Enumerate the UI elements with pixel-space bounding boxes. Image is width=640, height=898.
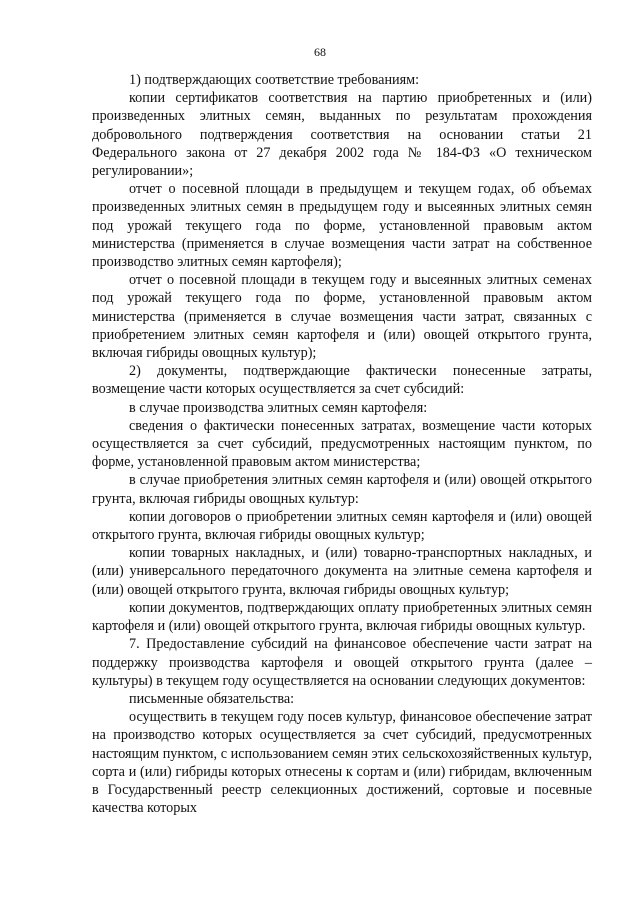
paragraph: копии документов, подтверждающих оплату приобретенных элитных семян картофеля и (или) овощей открытого грунта, включая гибриды овощных культур. [92, 599, 592, 635]
body-text [92, 71, 592, 817]
paragraph: сведения о фактически понесенных затратах, возмещение части которых осуществляется за счет субсидий, предусмотренных настоящим пунктом, по форме, установленной правовым актом министерства; [92, 417, 592, 471]
paragraph: 1) подтверждающих соответствие требованиям: [129, 72, 420, 88]
paragraph: копии товарных накладных, и (или) товарно-транспортных накладных, и (или) универсального передаточного документа на элитные семена картофеля и (или) овощей открытого грунта, включая гибриды овощных культур; [92, 545, 592, 598]
paragraph: копии сертификатов соответствия на партию приобретенных и (или) произведенных элитных семян, выданных по результатам прохождения добровольного подтверждения соответствия на основании статьи 21 Федерального закона от 27 декабря 2002 года № 184-ФЗ «О техническом регулировании»; [92, 90, 592, 180]
paragraph: письменные обязательства: [129, 690, 295, 707]
paragraph: в случае приобретения элитных семян картофеля и (или) овощей открытого грунта, включая гибриды овощных культур: [92, 472, 592, 507]
paragraph: отчет о посевной площади в предыдущем и текущем годах, об объемах произведенных элитных семян в предыдущем году и высеянных элитных семян под урожай текущего года по форме, установленной правовым актом министерства (применяется в случае возмещения части затрат на собственное производство элитных семян картофеля); [92, 181, 592, 271]
paragraph: отчет о посевной площади в текущем году и высеянных элитных семенах под урожай текущего года по форме, установленной правовым актом министерства (применяется в случае возмещения части затрат, связанных с приобретением элитных семян картофеля и (или) овощей открытого грунта, включая гибриды овощных культур); [92, 272, 592, 362]
page-number: 68 [314, 45, 326, 59]
paragraph: осуществить в текущем году посев культур, финансовое обеспечение затрат на производство которых осуществляется за счет субсидий, предусмотренных настоящим пунктом, с использованием семян этих сельскохозяйственных культур, сорта и (или) гибриды которых отнесены к сортам и (или) гибридам, включенным в Государственный реестр селекционных достижений, сортовые и посевные качества которых [92, 709, 592, 817]
paragraph: 7. Предоставление субсидий на финансовое обеспечение части затрат на поддержку производства картофеля и овощей открытого грунта (далее – культуры) в текущем году осуществляется на основании следующих документов: [92, 636, 592, 689]
paragraph: копии договоров о приобретении элитных семян картофеля и (или) овощей открытого грунта, включая гибриды овощных культур; [92, 508, 592, 544]
paragraph: 2) документы, подтверждающие фактически понесенные затраты, возмещение части которых осуществляется за счет субсидий: [92, 363, 592, 398]
paragraph: в случае производства элитных семян картофеля: [129, 399, 428, 416]
